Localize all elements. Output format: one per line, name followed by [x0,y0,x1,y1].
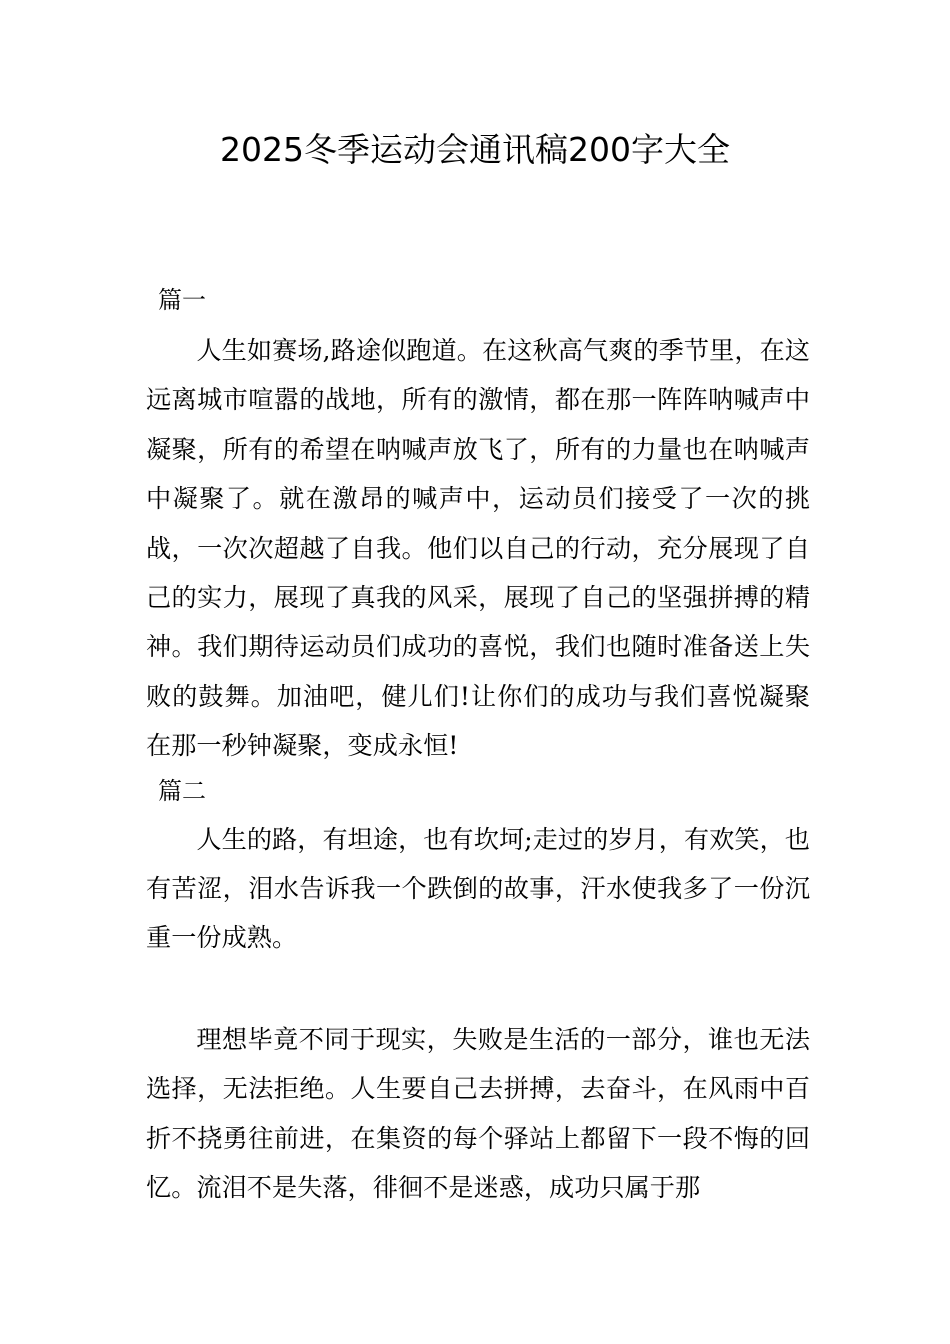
section-2-paragraph-1: 人生的路，有坦途，也有坎坷;走过的岁月，有欢笑，也有苦涩，泪水告诉我一个跌倒的故事，汗水使我多了一份沉重一份成熟。 [146,824,810,953]
document-title: 2025冬季运动会通讯稿200字大全 [220,130,730,169]
section-heading-2: 篇二 [158,776,206,805]
document-body [146,280,810,1213]
paragraph-spacer [146,963,810,1015]
section-1-paragraph-1: 人生如赛场,路途似跑道。在这秋高气爽的季节里，在这远离城市喧嚣的战地，所有的激情，都在那一阵阵呐喊声中凝聚，所有的希望在呐喊声放飞了，所有的力量也在呐喊声中凝聚了。就在激昂的喊声中，运动员们接受了一次的挑战，一次次超越了自我。他们以自己的行动，充分展现了自己的实力，展现了真我的风采，展现了自己的坚强拼搏的精神。我们期待运动员们成功的喜悦，我们也随时准备送上失败的鼓舞。加油吧，健儿们!让你们的成功与我们喜悦凝聚在那一秒钟凝聚，变成永恒! [146,336,810,761]
section-heading-1: 篇一 [158,286,206,314]
section-2-paragraph-2: 理想毕竟不同于现实，失败是生活的一部分，谁也无法选择，无法拒绝。人生要自己去拼搏，去奋斗，在风雨中百折不挠勇往前进，在集资的每个驿站上都留下一段不悔的回忆。流泪不是失落，徘徊不是迷惑，成功只属于那 [146,1024,810,1203]
